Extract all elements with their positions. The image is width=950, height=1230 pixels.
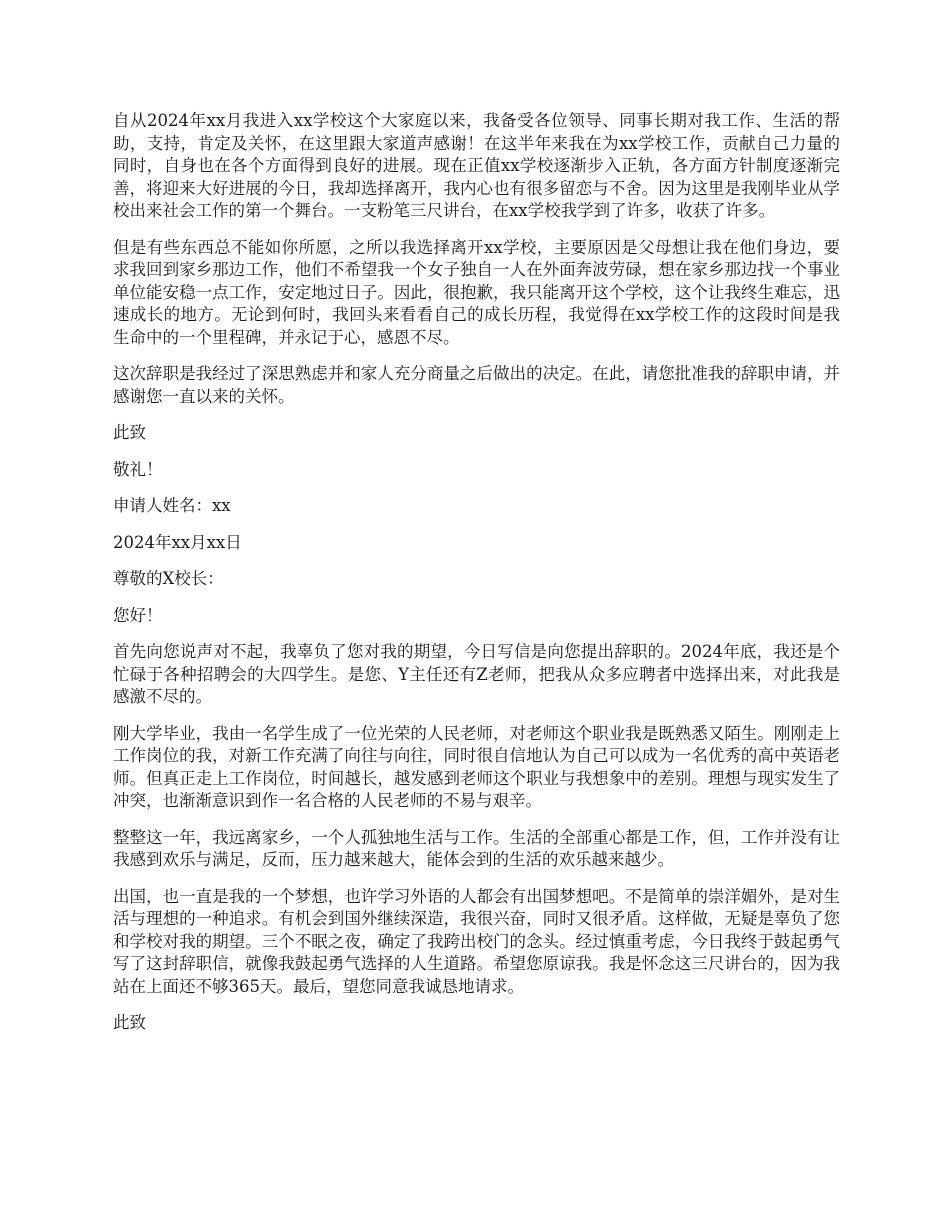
paragraph-intro: 自从2024年xx月我进入xx学校这个大家庭以来，我备受各位领导、同事长期对我工作、生活的帮助，支持，肯定及关怀，在这里跟大家道声感谢！在这半年来我在为xx学校工作，贡献自己力量的同时，自身也在各个方面得到良好的进展。现在正值xx学校逐渐步入正轨，各方面方针制度逐渐完善，将迎来大好进展的今日，我却选择离开，我内心也有很多留恋与不舍。因为这里是我刚毕业从学校出来社会工作的第一个舞台。一支粉笔三尺讲台，在xx学校我学到了许多，收获了许多。 bbox=[113, 111, 840, 220]
paragraph-apology: 首先向您说声对不起，我辜负了您对我的期望，今日写信是向您提出辞职的。2024年底，我还是个忙碌于各种招聘会的大四学生。是您、Y主任还有Z老师，把我从众多应聘者中选择出来，对此我是感激不尽的。 bbox=[113, 642, 840, 706]
letter-date: 2024年xx月xx日 bbox=[113, 532, 242, 552]
closing-regards: 敬礼！ bbox=[113, 459, 163, 479]
closing-salutation: 此致 bbox=[113, 423, 146, 442]
letter-greeting: 尊敬的X校长： bbox=[113, 569, 224, 588]
paragraph-decision: 这次辞职是我经过了深思熟虑并和家人充分商量之后做出的决定。在此，请您批准我的辞职申请，并感谢您一直以来的关怀。 bbox=[113, 364, 840, 406]
greeting-hello: 您好！ bbox=[113, 605, 163, 625]
paragraph-reason: 但是有些东西总不能如你所愿，之所以我选择离开xx学校，主要原因是父母想让我在他们身边，要求我回到家乡那边工作，他们不希望我一个女子独自一人在外面奔波劳碌，想在家乡那边找一个事业单位能安稳一点工作，安定地过日子。因此，很抱歉，我只能离开这个学校，这个让我终生难忘，迅速成长的地方。无论到何时，我回头来看看自己的成长历程，我觉得在xx学校工作的这段时间是我生命中的一个里程碑，并永记于心，感恩不尽。 bbox=[113, 237, 840, 347]
document-body bbox=[113, 110, 840, 1049]
closing-salutation-2: 此致 bbox=[113, 1013, 146, 1032]
paragraph-loneliness: 整整这一年，我远离家乡，一个人孤独地生活与工作。生活的全部重心都是工作，但，工作并没有让我感到欢乐与满足，反而，压力越来越大，能体会到的生活的欢乐越来越少。 bbox=[113, 827, 840, 869]
applicant-name: 申请人姓名：xx bbox=[113, 496, 231, 515]
paragraph-abroad: 出国，也一直是我的一个梦想，也许学习外语的人都会有出国梦想吧。不是简单的崇洋媚外，是对生活与理想的一种追求。有机会到国外继续深造，我很兴奋，同时又很矛盾。这样做，无疑是辜负了您和学校对我的期望。三个不眠之夜，确定了我跨出校门的念头。经过慎重考虑，今日我终于鼓起勇气写了这封辞职信，就像我鼓起勇气选择的人生道路。希望您原谅我。我是怀念这三尺讲台的，因为我站在上面还不够365天。最后，望您同意我诚恳地请求。 bbox=[113, 886, 840, 996]
paragraph-career: 刚大学毕业，我由一名学生成了一位光荣的人民老师，对老师这个职业我是既熟悉又陌生。刚刚走上工作岗位的我，对新工作充满了向往与向往，同时很自信地认为自己可以成为一名优秀的高中英语老师。但真正走上工作岗位，时间越长，越发感到老师这个职业与我想象中的差别。理想与现实发生了冲突，也渐渐意识到作一名合格的人民老师的不易与艰辛。 bbox=[113, 723, 840, 810]
